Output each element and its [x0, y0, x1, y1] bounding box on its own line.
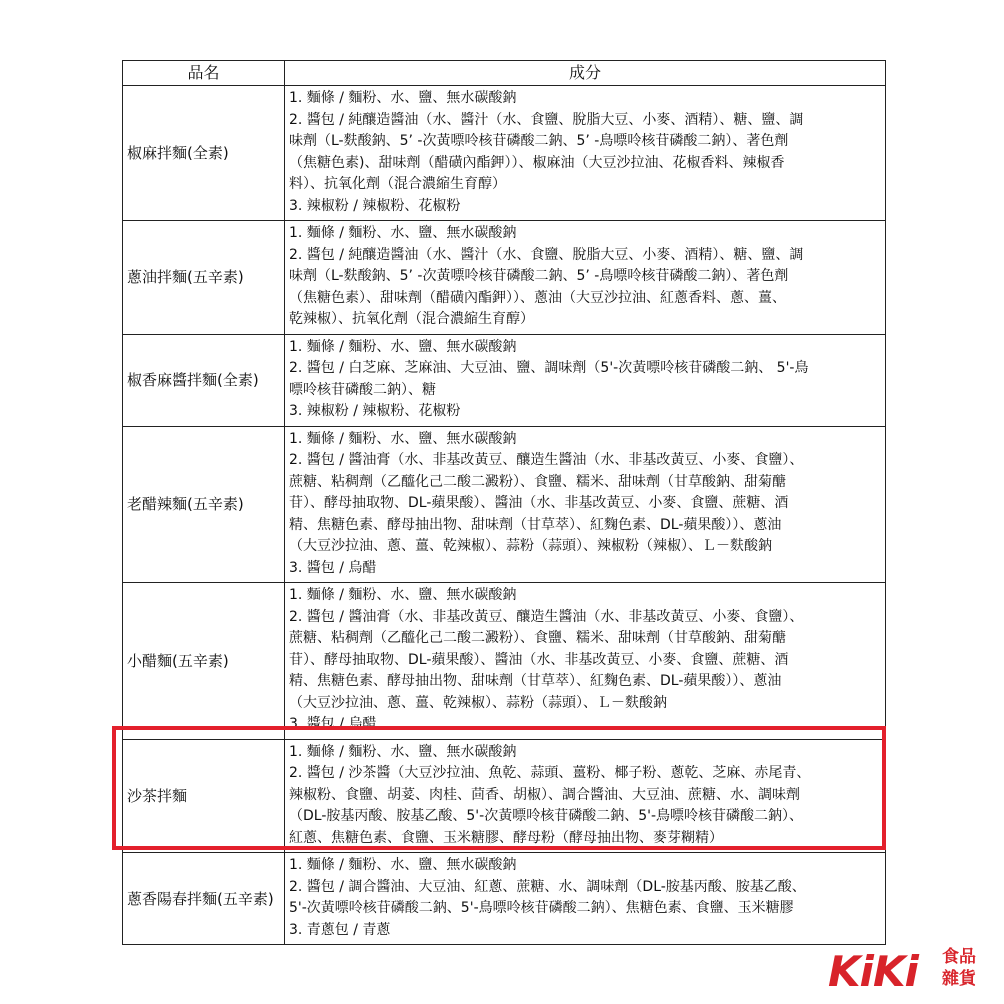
ingredient-line: （大豆沙拉油、蔥、薑、乾辣椒）、蒜粉（蒜頭）、Ｌ－麩酸鈉 [289, 694, 667, 711]
ingredient-line: 3. 醬包 / 烏醋 [289, 716, 377, 732]
ingredient-line: 嘌呤核苷磷酸二鈉）、糖 [289, 381, 436, 398]
svg-text:雜貨: 雜貨 [942, 969, 976, 989]
ingredient-line: 3. 辣椒粉 / 辣椒粉、花椒粉 [289, 197, 461, 214]
ingredient-line: 辣椒粉、食鹽、胡荽、肉桂、茴香、胡椒）、調合醬油、大豆油、蔗糖、水、調味劑 [289, 786, 800, 803]
ingredient-line: 3. 醬包 / 烏醋 [289, 559, 377, 576]
header-product-name: 品名 [123, 61, 285, 86]
table-row [123, 86, 886, 221]
table-row [123, 334, 886, 426]
table-row [123, 853, 886, 945]
svg-text:KiKi: KiKi [828, 947, 918, 996]
ingredient-line: 苷）、酵母抽取物、DL-蘋果酸）、醬油（水、非基改黃豆、小麥、食鹽、蔗糖、酒 [289, 651, 789, 668]
ingredients-cell [285, 583, 886, 740]
ingredient-line: 1. 麵條 / 麵粉、水、鹽、無水碳酸鈉 [289, 430, 517, 447]
ingredient-line: 乾辣椒）、抗氧化劑（混合濃縮生育醇） [289, 311, 534, 327]
ingredient-line: 1. 麵條 / 麵粉、水、鹽、無水碳酸鈉 [289, 338, 517, 355]
table-row [123, 221, 886, 335]
table-row [123, 583, 886, 740]
ingredient-line: 料）、抗氧化劑（混合濃縮生育醇） [289, 176, 506, 192]
kiki-logo [824, 936, 994, 996]
ingredient-line: 2. 醬包 / 醬油膏（水、非基改黃豆、釀造生醬油（水、非基改黃豆、小麥、食鹽）、 [289, 452, 804, 468]
ingredient-line: 2. 醬包 / 調合醬油、大豆油、紅蔥、蔗糖、水、調味劑（DL-胺基丙酸、胺基乙酸、 [289, 878, 806, 895]
ingredient-line: 1. 麵條 / 麵粉、水、鹽、無水碳酸鈉 [289, 225, 517, 241]
ingredient-line: 1. 麵條 / 麵粉、水、鹽、無水碳酸鈉 [289, 743, 517, 760]
ingredient-line: 1. 麵條 / 麵粉、水、鹽、無水碳酸鈉 [289, 857, 517, 873]
ingredient-line: （焦糖色素)、甜味劑（醋磺內酯鉀））、椒麻油（大豆沙拉油、花椒香料、辣椒香 [289, 154, 785, 171]
ingredient-line: 味劑（L-麩酸鈉、5’ -次黃嘌呤核苷磷酸二鈉、5’ -鳥嘌呤核苷磷酸二鈉）、著色劑 [289, 133, 789, 149]
ingredients-cell [285, 221, 886, 335]
ingredient-line: 2. 醬包 / 純釀造醬油（水、醬汁（水、食鹽、脫脂大豆、小麥、酒精）、糖、鹽、調 [289, 246, 804, 263]
ingredient-line: （大豆沙拉油、蔥、薑、乾辣椒）、蒜粉（蒜頭）、辣椒粉（辣椒）、Ｌ－麩酸鈉 [289, 538, 772, 554]
product-name-cell: 沙茶拌麵 [123, 739, 285, 853]
ingredient-line: 蔗糖、粘稠劑（乙醯化己二酸二澱粉）、食鹽、糯米、甜味劑（甘草酸鈉、甜菊醣 [289, 473, 786, 490]
ingredients-cell [285, 86, 886, 221]
ingredients-cell [285, 853, 886, 945]
ingredient-line: 2. 醬包 / 白芝麻、芝麻油、大豆油、鹽、調味劑（5'-次黃嘌呤核苷磷酸二鈉、 5'-鳥 [289, 360, 809, 376]
ingredient-line: 精、焦糖色素、酵母抽出物、甜味劑（甘草萃）、紅麴色素、DL-蘋果酸））、蔥油 [289, 516, 782, 533]
svg-text:食品: 食品 [942, 947, 976, 967]
product-name-cell: 椒香麻醬拌麵(全素) [123, 334, 285, 426]
product-name-cell: 蔥油拌麵(五辛素) [123, 221, 285, 335]
ingredient-line: 2. 醬包 / 沙茶醬（大豆沙拉油、魚乾、蒜頭、薑粉、椰子粉、蔥乾、芝麻、赤尾青、 [289, 765, 811, 781]
ingredient-line: 3. 辣椒粉 / 辣椒粉、花椒粉 [289, 403, 461, 419]
ingredient-line: 3. 青蔥包 / 青蔥 [289, 921, 391, 938]
table-header-row [123, 61, 886, 86]
product-name-cell: 小醋麵(五辛素) [123, 583, 285, 740]
table-row [123, 426, 886, 583]
header-ingredients: 成分 [285, 61, 886, 86]
ingredient-line: 2. 醬包 / 純釀造醬油（水、醬汁（水、食鹽、脫脂大豆、小麥、酒精）、糖、鹽、調 [289, 111, 804, 128]
ingredient-line: 5'-次黃嘌呤核苷磷酸二鈉、5'-鳥嘌呤核苷磷酸二鈉）、焦糖色素、食鹽、玉米糖膠 [289, 900, 794, 916]
ingredient-line: （DL-胺基丙酸、胺基乙酸、5'-次黃嘌呤核苷磷酸二鈉、5'-鳥嘌呤核苷磷酸二鈉）、 [289, 808, 803, 824]
ingredient-line: 蔗糖、粘稠劑（乙醯化己二酸二澱粉）、食鹽、糯米、甜味劑（甘草酸鈉、甜菊醣 [289, 630, 786, 646]
ingredient-line: 1. 麵條 / 麵粉、水、鹽、無水碳酸鈉 [289, 587, 517, 603]
ingredient-line: （焦糖色素）、甜味劑（醋磺內酯鉀））、蔥油（大豆沙拉油、紅蔥香料、蔥、薑、 [289, 289, 786, 306]
ingredient-line: 味劑（L-麩酸鈉、5’ -次黃嘌呤核苷磷酸二鈉、5’ -鳥嘌呤核苷磷酸二鈉）、著色劑 [289, 268, 789, 284]
product-name-cell: 蔥香陽春拌麵(五辛素) [123, 853, 285, 945]
ingredient-line: 苷）、酵母抽取物、DL-蘋果酸）、醬油（水、非基改黃豆、小麥、食鹽、蔗糖、酒 [289, 495, 789, 511]
ingredients-cell [285, 426, 886, 583]
product-name-cell: 椒麻拌麵(全素) [123, 86, 285, 221]
ingredient-line: 紅蔥、焦糖色素、食鹽、玉米糖膠、酵母粉（酵母抽出物、麥芽糊精） [289, 829, 723, 846]
ingredients-cell [285, 334, 886, 426]
product-name-cell: 老醋辣麵(五辛素) [123, 426, 285, 583]
ingredient-line: 1. 麵條 / 麵粉、水、鹽、無水碳酸鈉 [289, 90, 517, 106]
ingredient-line: 精、焦糖色素、酵母抽出物、甜味劑（甘草萃）、紅麴色素、DL-蘋果酸））、蔥油 [289, 673, 782, 689]
highlight-box [112, 726, 886, 850]
ingredient-line: 2. 醬包 / 醬油膏（水、非基改黃豆、釀造生醬油（水、非基改黃豆、小麥、食鹽）、 [289, 608, 804, 625]
